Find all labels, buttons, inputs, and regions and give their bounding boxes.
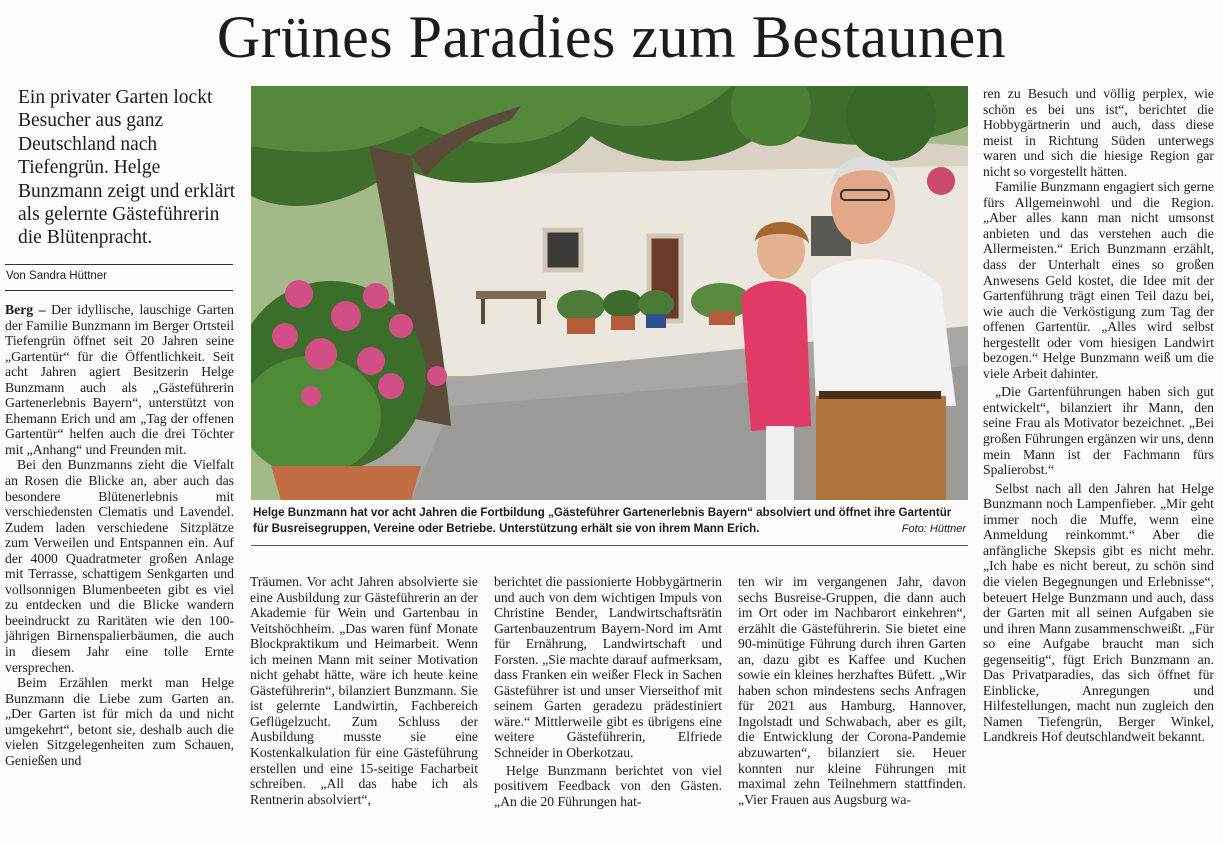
dateline: Berg –: [5, 302, 46, 317]
paragraph: Helge Bunzmann berichtet von viel positivem Feedback von den Gästen. „An die 20 Führungen hat-: [494, 762, 722, 809]
paragraph: Bei den Bunzmanns zieht die Vielfalt an Rosen die Blicke an, aber auch das besondere Blütenerlebnis mit verschiedensten Clematis und Lavendel. Zudem laden verschiedene Sitzplätze zum Verweilen und Entspannen ein. Auf der 4000 Quadratmeter großen Anlage mit Terrasse, schattigem Senkgarten und vollsonnigen Blumenbeeten gibt es viel zu entdecken und die Blicke wandern beeindruckt zu Raritäten wie den 100-jährigen Birnenspalierbäumen, die auch in diesem Jahr eine tolle Ernte versprechen.: [5, 457, 234, 675]
photo-caption: Helge Bunzmann hat vor acht Jahren die Fortbildung „Gästeführer Gartenerlebnis Bayern“ absolviert und öffnet ihre Gartentür für Busreisegruppen, Vereine oder Betriebe. Unterstützung erhält sie von ihrem Mann Erich.: [253, 506, 952, 535]
paragraph: [5, 302, 234, 457]
byline-rule-bottom: [5, 290, 233, 291]
lead-text: Ein privater Garten lockt Besucher aus ganz Deutschland nach Tiefengrün. Helge Bunzmann zeigt und erklärt als gelernte Gästeführerin die Blütenpracht.: [18, 87, 236, 249]
article-column-3: [494, 574, 722, 809]
photo-credit: Foto: Hüttner: [901, 523, 966, 535]
paragraph: Selbst nach all den Jahren hat Helge Bunzmann noch Lampenfieber. „Mir geht immer noch die Muffe, wenn eine Anmeldung reinkommt.“ Aber die anfängliche Skepsis gibt es nicht mehr. „Ich habe es nicht bereut, zu schön sind die vielen Begegnungen und Erlebnisse“, beteuert Helge Bunzmann und auch, dass der Garten mit all seinen Aufgaben sie und ihren Mann zusammenschweißt. „Für so eine Aufgabe braucht man sich gegenseitig“, fügt Erich Bunzmann an. Das Privatparadies, das sich öffnet für Einblicke, Anregungen und Hilfestellungen, macht nun zugleich den Namen Tiefengrün, Berger Winkel, Landkreis Hof deutschlandweit bekannt.: [983, 480, 1214, 745]
headline: Grünes Paradies zum Bestaunen: [216, 4, 1007, 70]
paragraph: Träumen. Vor acht Jahren absolvierte sie eine Ausbildung zur Gästeführerin an der Akademie für Wein und Gartenbau in Veitshöchheim. „Das waren fünf Monate Blockpraktikum und Heimarbeit. Wenn ich meinen Mann mit seiner Motivation nicht gehabt hätte, wäre ich heute keine Gästeführerin“, bilanziert Bunzmann. Sie ist gelernte Landwirtin, Fachbereich Geflügelzucht. Zum Schluss der Ausbildung musste sie eine Kostenkalkulation für eine Gästeführung erstellen und eine 15-seitige Facharbeit schreiben. „All das habe ich als Rentnerin absolviert“,: [250, 574, 478, 807]
article-column-1: [5, 302, 234, 768]
photo-illustration: [251, 86, 968, 500]
caption-divider: [251, 545, 968, 546]
paragraph: „Die Gartenführungen haben sich gut entwickelt“, bilanziert ihr Mann, den seine Frau als Motivator bezeichnet. „Bei großen Führungen ergänzen wir uns, denn mein Mann ist der Fachmann fürs Spalierobst.“: [983, 384, 1214, 478]
article-column-4: [738, 574, 966, 807]
article-column-5: [983, 86, 1214, 745]
article-column-2: [250, 574, 478, 807]
garden-photo: [251, 86, 968, 500]
paragraph: berichtet die passionierte Hobbygärtnerin und auch von dem wichtigen Impuls von Christine Bender, Landwirtschaftsrätin Gartenbauzentrum Bayern-Nord im Amt für Ernährung, Landwirtschaft und Forsten. „Sie machte darauf aufmerksam, dass Franken ein weißer Fleck in Sachen Gästeführer ist und unser Vierseithof mit seinem Garten geradezu prädestiniert wäre.“ Mittlerweile gibt es übrigens eine weitere Gästeführerin, Elfriede Schneider in Oberkotzau.: [494, 574, 722, 761]
paragraph-text: Der idyllische, lauschige Garten der Familie Bunzmann im Berger Ortsteil Tiefengrün öffnet seit 20 Jahren seine „Gartentür“ für die Öffentlichkeit. Seit acht Jahren agiert Besitzerin Helge Bunzmann auch als „Gästeführerin Gartenerlebnis Bayern“, unterstützt von Ehemann Erich und am „Tag der offenen Gartentür“ helfen auch die drei Töchter mit „Anhang“ und Freunden mit.: [5, 302, 235, 457]
paragraph: ren zu Besuch und völlig perplex, wie schön es bei uns ist“, berichtet die Hobbygärtnerin und auch, dass diese meist in Richtung Süden unterwegs waren und sich die hiesige Region gar nicht so vorgestellt hätten.: [983, 86, 1214, 179]
byline-rule-top: [5, 264, 233, 265]
paragraph: ten wir im vergangenen Jahr, davon sechs Busreise-Gruppen, die dann auch im Ort oder im Nachbarort einkehren“, erzählt die Gästeführerin. Sie bietet eine 90-minütige Führung durch ihren Garten an, dazu gibt es Kaffee und Kuchen sowie ein kleines herzhaftes Büfett. „Wir haben schon mindestens sechs Anfragen für 2021 aus Hamburg, Hannover, Ingolstadt und Schwabach, aber es gilt, die Entwicklung der Corona-Pandemie abzuwarten“, bilanziert sie. Heuer konnten nur kleine Führungen mit maximal zehn Teilnehmern stattfinden. „Vier Frauen aus Augsburg wa-: [738, 574, 966, 807]
paragraph: Familie Bunzmann engagiert sich gerne fürs Allgemeinwohl und die Region. „Aber alles kann man nicht umsonst anbieten und das verstehen auch die Allermeisten.“ Erich Bunzmann erzählt, dass der Unterhalt eines so großen Anwesens Geld kostet, die Idee mit der Gartenführung trägt einen Teil dazu bei, wie auch die Verköstigung zum Tag der offenen Gartentür. „Alles wird selbst hergestellt oder vom hiesigen Landwirt bezogen.“ Helge Bunzmann weiß um die viele Arbeit dahinter.: [983, 179, 1214, 381]
byline: Von Sandra Hüttner: [6, 270, 108, 282]
paragraph: Beim Erzählen merkt man Helge Bunzmann die Liebe zum Garten an. „Der Garten ist für mich da und nicht umgekehrt“, betont sie, deshalb auch die vielen Sitzgelegenheiten zum Schauen, Genießen und: [5, 675, 234, 768]
